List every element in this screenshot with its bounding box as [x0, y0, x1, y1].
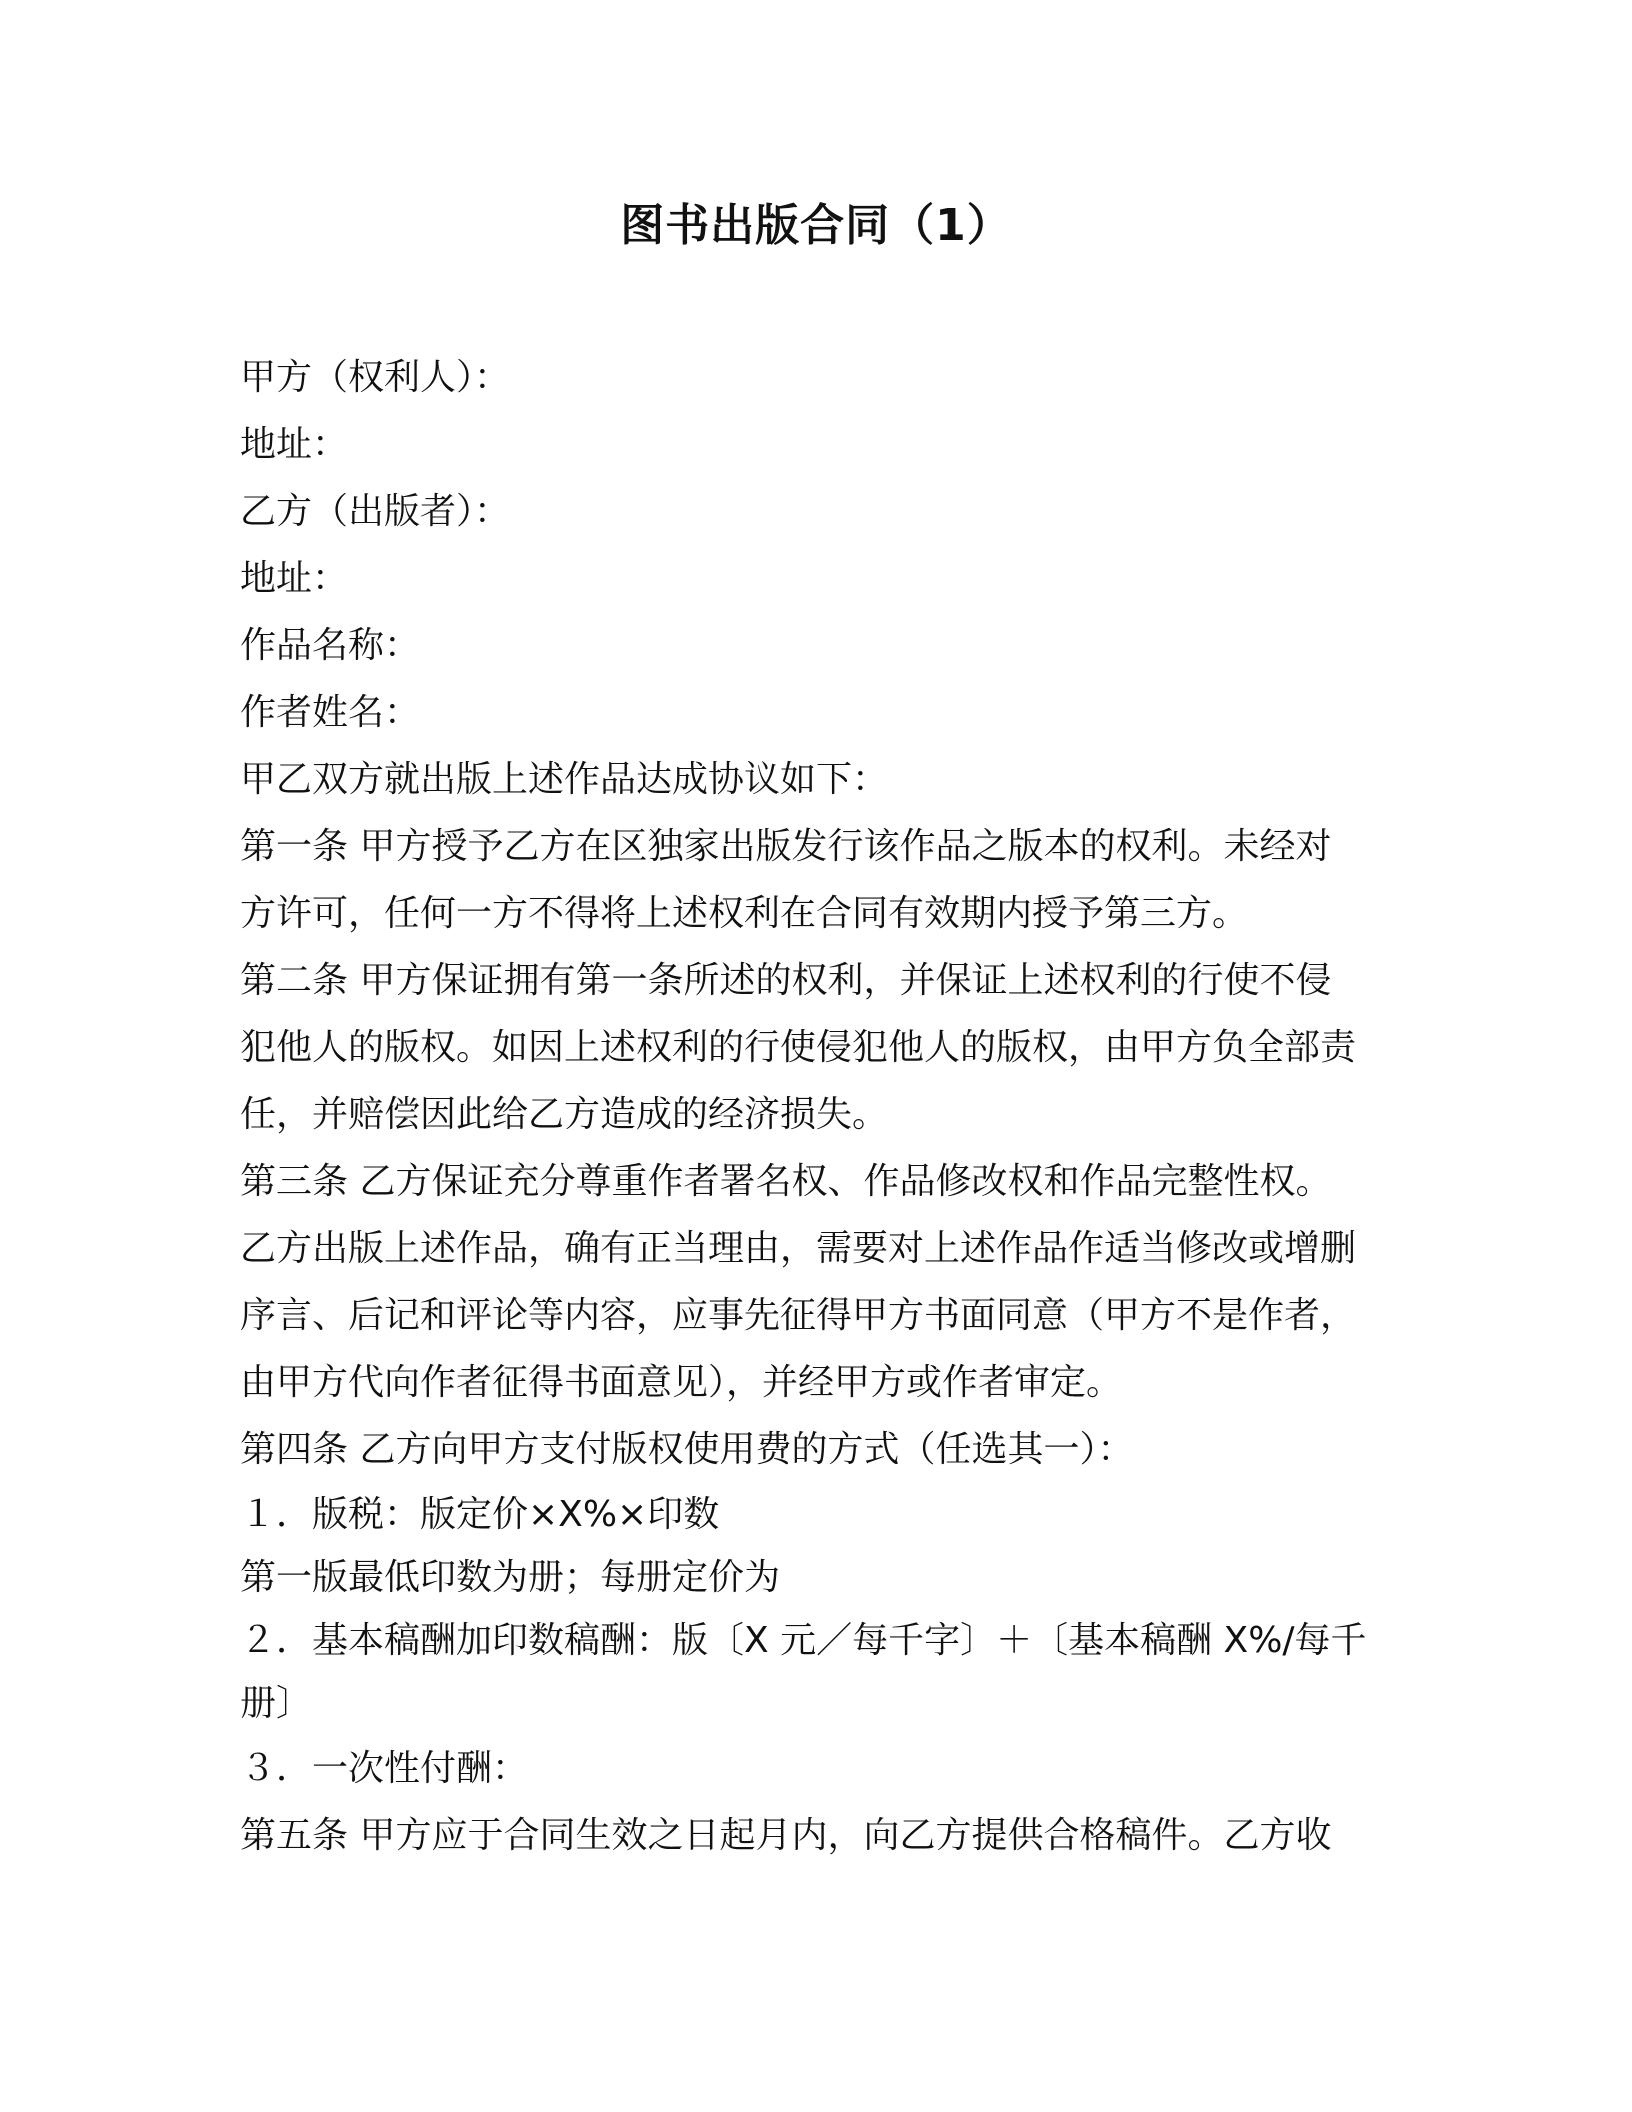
party-b-line: 乙方（出版者）： [240, 491, 511, 532]
party-b-address-line: 地址： [240, 558, 349, 599]
option-3-line: ３．一次性付酬： [240, 1748, 529, 1789]
article-3-line-4: 由甲方代向作者征得书面意见），并经甲方或作者审定。 [240, 1362, 1123, 1403]
article-1-line-1: 第一条 甲方授予乙方在区独家出版发行该作品之版本的权利。未经对 [240, 826, 1332, 867]
article-3-line-1: 第三条 乙方保证充分尊重作者署名权、作品修改权和作品完整性权。 [240, 1161, 1332, 1202]
article-2-line-1: 第二条 甲方保证拥有第一条所述的权利，并保证上述权利的行使不侵 [240, 960, 1332, 1001]
option-1-detail-line: 第一版最低印数为册；每册定价为 [240, 1557, 781, 1598]
document-body [240, 344, 1390, 1869]
article-2-line-3: 任，并赔偿因此给乙方造成的经济损失。 [240, 1094, 889, 1135]
article-1-line-2: 方许可，任何一方不得将上述权利在合同有效期内授予第三方。 [240, 893, 1249, 934]
article-4-line: 第四条 乙方向甲方支付版权使用费的方式（任选其一）： [240, 1429, 1134, 1470]
agreement-intro-line: 甲乙双方就出版上述作品达成协议如下： [240, 759, 889, 800]
option-2-line-1: ２．基本稿酬加印数稿酬：版〔X 元／每千字〕＋〔基本稿酬 X%/每千 [240, 1620, 1367, 1661]
option-1-royalty-line: １．版税：版定价×X%×印数 [240, 1494, 720, 1535]
option-2-line-2: 册〕 [240, 1683, 313, 1724]
document-title: 图书出版合同（1） [620, 200, 1012, 251]
author-name-line: 作者姓名： [240, 692, 421, 733]
party-a-line: 甲方（权利人）： [240, 357, 511, 398]
work-title-line: 作品名称： [240, 625, 421, 666]
party-a-address-line: 地址： [240, 424, 349, 465]
article-3-line-3: 序言、后记和评论等内容，应事先征得甲方书面同意（甲方不是作者， [240, 1295, 1357, 1336]
article-3-line-2: 乙方出版上述作品，确有正当理由，需要对上述作品作适当修改或增删 [240, 1228, 1357, 1269]
article-2-line-2: 犯他人的版权。如因上述权利的行使侵犯他人的版权，由甲方负全部责 [240, 1027, 1357, 1068]
article-5-line-1: 第五条 甲方应于合同生效之日起月内，向乙方提供合格稿件。乙方收 [240, 1815, 1332, 1856]
